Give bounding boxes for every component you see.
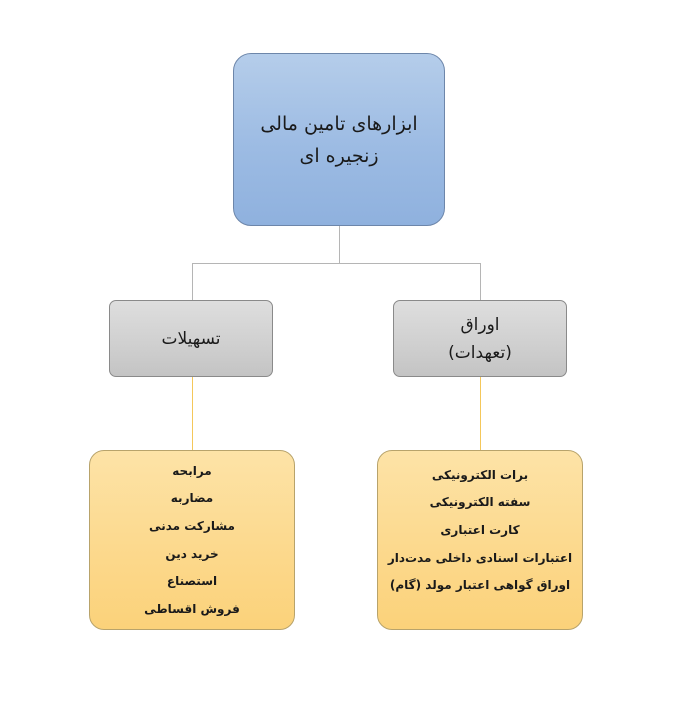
facilities-node <box>109 300 273 377</box>
facilities-node-title: تسهیلات <box>161 328 221 349</box>
securities-node <box>393 300 567 377</box>
list-item: اعتبارات اسنادی داخلی مدت‌دار <box>387 550 573 565</box>
list-item: مرابحه <box>172 463 212 478</box>
securities-list <box>377 450 583 630</box>
securities-node-title-line-1: اوراق <box>460 314 500 335</box>
facilities-list <box>89 450 295 630</box>
list-item: مضاربه <box>170 491 214 506</box>
root-node-line-1: ابزارهای تامین مالی <box>260 112 418 135</box>
list-item: اوراق گواهی اعتبار مولد (گام) <box>389 578 571 593</box>
list-item: فروش اقساطی <box>144 602 240 617</box>
list-item: خرید دین <box>165 546 219 561</box>
connector-to-right-branch <box>480 263 481 300</box>
list-item: برات الکترونیکی <box>431 467 529 482</box>
connector-root-down <box>339 226 340 263</box>
connector-right-to-leaf <box>480 377 481 450</box>
connector-to-left-branch <box>192 263 193 300</box>
root-node <box>233 53 445 226</box>
root-node-line-2: زنجیره ای <box>299 144 379 167</box>
list-item: استصناع <box>166 574 218 589</box>
list-item: کارت اعتباری <box>440 522 520 537</box>
list-item: مشارکت مدنی <box>149 519 235 534</box>
list-item: سفته الکترونیکی <box>429 495 531 510</box>
securities-node-title-line-2: (تعهدات) <box>448 342 512 363</box>
connector-left-to-leaf <box>192 377 193 450</box>
connector-horizontal <box>192 263 481 264</box>
